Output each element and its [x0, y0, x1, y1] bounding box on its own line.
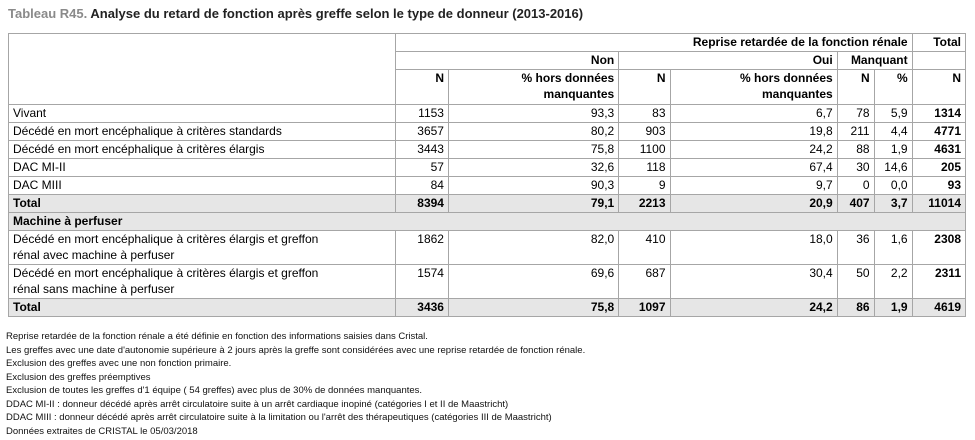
- total-non-pct: 75,8: [448, 299, 618, 317]
- table-number: Tableau R45.: [8, 6, 88, 21]
- table-row: [9, 159, 966, 177]
- cell-manquant-pct: 1,6: [874, 231, 912, 265]
- footnote: Exclusion de toutes les greffes d'1 équipe ( 54 greffes) avec plus de 30% de données manquantes.: [6, 385, 423, 396]
- footnote: Exclusion des greffes avec une non fonction primaire.: [6, 358, 232, 369]
- cell-total: 4771: [912, 123, 965, 141]
- row-label: Décédé en mort encéphalique à critères élargis: [9, 141, 396, 159]
- data-table: [8, 33, 966, 317]
- cell-manquant-n: 88: [837, 141, 874, 159]
- cell-manquant-n: 78: [837, 105, 874, 123]
- table-row: [9, 123, 966, 141]
- total-manquant-pct: 3,7: [874, 195, 912, 213]
- header-total-n: N: [912, 70, 965, 105]
- cell-oui-pct: 24,2: [670, 141, 837, 159]
- cell-manquant-n: 211: [837, 123, 874, 141]
- cell-manquant-n: 36: [837, 231, 874, 265]
- header-non-pct: [448, 70, 618, 105]
- row-label: Vivant: [9, 105, 396, 123]
- cell-oui-n: 410: [619, 231, 670, 265]
- cell-oui-n: 1100: [619, 141, 670, 159]
- cell-manquant-pct: 4,4: [874, 123, 912, 141]
- cell-non-pct: 80,2: [448, 123, 618, 141]
- cell-total: 205: [912, 159, 965, 177]
- row-label: [9, 265, 396, 299]
- footnotes: [6, 330, 585, 438]
- header-non: Non: [395, 52, 619, 70]
- header-total: Total: [912, 34, 965, 52]
- cell-non-n: 1574: [395, 265, 448, 299]
- cell-manquant-n: 0: [837, 177, 874, 195]
- header-oui: Oui: [619, 52, 837, 70]
- footnote: Les greffes avec une date d'autonomie supérieure à 2 jours après la greffe sont considérées avec une reprise retardée de fonction rénale.: [6, 344, 586, 356]
- total-non-n: 8394: [395, 195, 448, 213]
- total-manquant-pct: 1,9: [874, 299, 912, 317]
- header-total-blank: [912, 52, 965, 70]
- row-label: [9, 231, 396, 265]
- cell-oui-n: 687: [619, 265, 670, 299]
- cell-manquant-n: 30: [837, 159, 874, 177]
- header-non-pct-line2: manquantes: [543, 87, 615, 101]
- cell-non-n: 3443: [395, 141, 448, 159]
- cell-oui-pct: 9,7: [670, 177, 837, 195]
- cell-non-pct: 82,0: [448, 231, 618, 265]
- total-row: [9, 195, 966, 213]
- cell-total: 2311: [912, 265, 965, 299]
- header-oui-pct-line2: manquantes: [762, 87, 833, 101]
- footnote: Données extraites de CRISTAL le 05/03/2018: [6, 425, 198, 437]
- cell-manquant-n: 50: [837, 265, 874, 299]
- total-oui-pct: 24,2: [670, 299, 837, 317]
- header-row-1: [9, 34, 966, 52]
- footnote: DDAC MI-II : donneur décédé après arrêt circulatoire suite à un arrêt cardiaque inopiné (catégories I et II de Maastricht): [6, 398, 509, 410]
- row-label-line2: rénal sans machine à perfuser: [13, 282, 175, 296]
- table-row: [9, 231, 966, 265]
- total-label: Total: [9, 299, 396, 317]
- row-label: Décédé en mort encéphalique à critères standards: [9, 123, 396, 141]
- cell-total: 2308: [912, 231, 965, 265]
- cell-oui-pct: 18,0: [670, 231, 837, 265]
- total-row: [9, 299, 966, 317]
- footnote: DDAC MIII : donneur décédé après arrêt circulatoire suite à la limitation ou l'arrêt des thérapeutiques (catégories III de Maastricht): [6, 412, 552, 423]
- header-manquant: Manquant: [837, 52, 912, 70]
- table-title: [8, 6, 583, 21]
- total-non-n: 3436: [395, 299, 448, 317]
- cell-non-n: 3657: [395, 123, 448, 141]
- header-manquant-n: N: [837, 70, 874, 105]
- cell-manquant-pct: 5,9: [874, 105, 912, 123]
- table-title-text: Analyse du retard de fonction après greffe selon le type de donneur (2013-2016): [90, 6, 584, 21]
- cell-oui-n: 903: [619, 123, 670, 141]
- cell-non-n: 84: [395, 177, 448, 195]
- total-total: 11014: [912, 195, 965, 213]
- header-oui-pct-line1: % hors données: [740, 71, 833, 85]
- table-row: [9, 141, 966, 159]
- header-oui-n: N: [619, 70, 670, 105]
- cell-oui-n: 83: [619, 105, 670, 123]
- footnote: Exclusion des greffes préemptives: [6, 371, 151, 383]
- cell-total: 93: [912, 177, 965, 195]
- cell-oui-n: 9: [619, 177, 670, 195]
- cell-oui-n: 118: [619, 159, 670, 177]
- cell-non-pct: 93,3: [448, 105, 618, 123]
- cell-non-pct: 75,8: [448, 141, 618, 159]
- total-total: 4619: [912, 299, 965, 317]
- cell-non-pct: 69,6: [448, 265, 618, 299]
- cell-oui-pct: 67,4: [670, 159, 837, 177]
- total-manquant-n: 86: [837, 299, 874, 317]
- table-row: [9, 105, 966, 123]
- cell-oui-pct: 19,8: [670, 123, 837, 141]
- cell-oui-pct: 30,4: [670, 265, 837, 299]
- row-label: DAC MIII: [9, 177, 396, 195]
- section-label: Machine à perfuser: [9, 213, 966, 231]
- header-empty-cell: [9, 34, 396, 105]
- total-non-pct: 79,1: [448, 195, 618, 213]
- total-oui-n: 2213: [619, 195, 670, 213]
- total-manquant-n: 407: [837, 195, 874, 213]
- cell-manquant-pct: 2,2: [874, 265, 912, 299]
- header-non-n: N: [395, 70, 448, 105]
- section-row: [9, 213, 966, 231]
- row-label-line2: rénal avec machine à perfuser: [13, 248, 175, 262]
- total-oui-pct: 20,9: [670, 195, 837, 213]
- cell-non-n: 1862: [395, 231, 448, 265]
- header-group: Reprise retardée de la fonction rénale: [395, 34, 912, 52]
- footnote: Reprise retardée de la fonction rénale a été définie en fonction des informations saisies dans Cristal.: [6, 331, 428, 342]
- cell-manquant-pct: 14,6: [874, 159, 912, 177]
- cell-oui-pct: 6,7: [670, 105, 837, 123]
- header-manquant-pct: %: [874, 70, 912, 105]
- row-label-line1: Décédé en mort encéphalique à critères élargis et greffon: [13, 266, 319, 280]
- row-label-line1: Décédé en mort encéphalique à critères élargis et greffon: [13, 232, 319, 246]
- cell-total: 4631: [912, 141, 965, 159]
- table-row: [9, 177, 966, 195]
- cell-non-pct: 90,3: [448, 177, 618, 195]
- cell-manquant-pct: 1,9: [874, 141, 912, 159]
- cell-non-n: 1153: [395, 105, 448, 123]
- row-label: DAC MI-II: [9, 159, 396, 177]
- total-label: Total: [9, 195, 396, 213]
- cell-manquant-pct: 0,0: [874, 177, 912, 195]
- total-oui-n: 1097: [619, 299, 670, 317]
- cell-non-n: 57: [395, 159, 448, 177]
- header-non-pct-line1: % hors données: [521, 71, 615, 85]
- cell-non-pct: 32,6: [448, 159, 618, 177]
- header-oui-pct: [670, 70, 837, 105]
- cell-total: 1314: [912, 105, 965, 123]
- table-row: [9, 265, 966, 299]
